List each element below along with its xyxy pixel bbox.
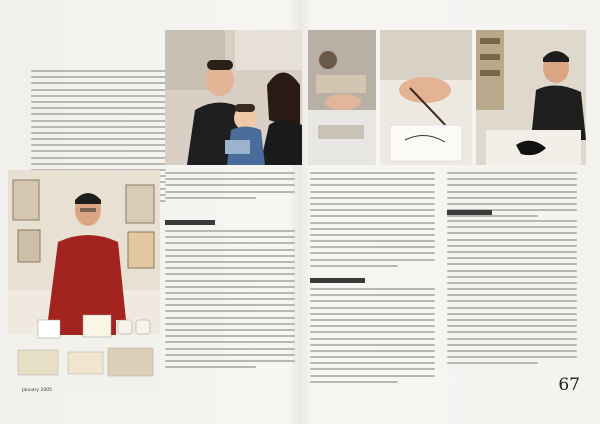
issue-footer: January 2005 bbox=[22, 388, 52, 393]
left-middle-text bbox=[165, 230, 295, 372]
artist-painting-photo bbox=[476, 30, 586, 165]
man-red-sweater-photo bbox=[8, 170, 160, 392]
left-section-heading bbox=[165, 220, 215, 225]
page-number: 67 bbox=[558, 375, 580, 395]
family-photo bbox=[165, 30, 302, 165]
hands-craft-photo bbox=[308, 30, 376, 165]
brush-hand-photo bbox=[380, 30, 472, 165]
right-section-heading bbox=[310, 278, 365, 283]
right-col2-text-lower bbox=[447, 220, 577, 369]
right-col2-heading bbox=[447, 210, 492, 215]
right-col1-text bbox=[310, 172, 435, 271]
left-middle-text-top bbox=[165, 172, 295, 203]
right-col1-text-lower bbox=[310, 288, 435, 387]
